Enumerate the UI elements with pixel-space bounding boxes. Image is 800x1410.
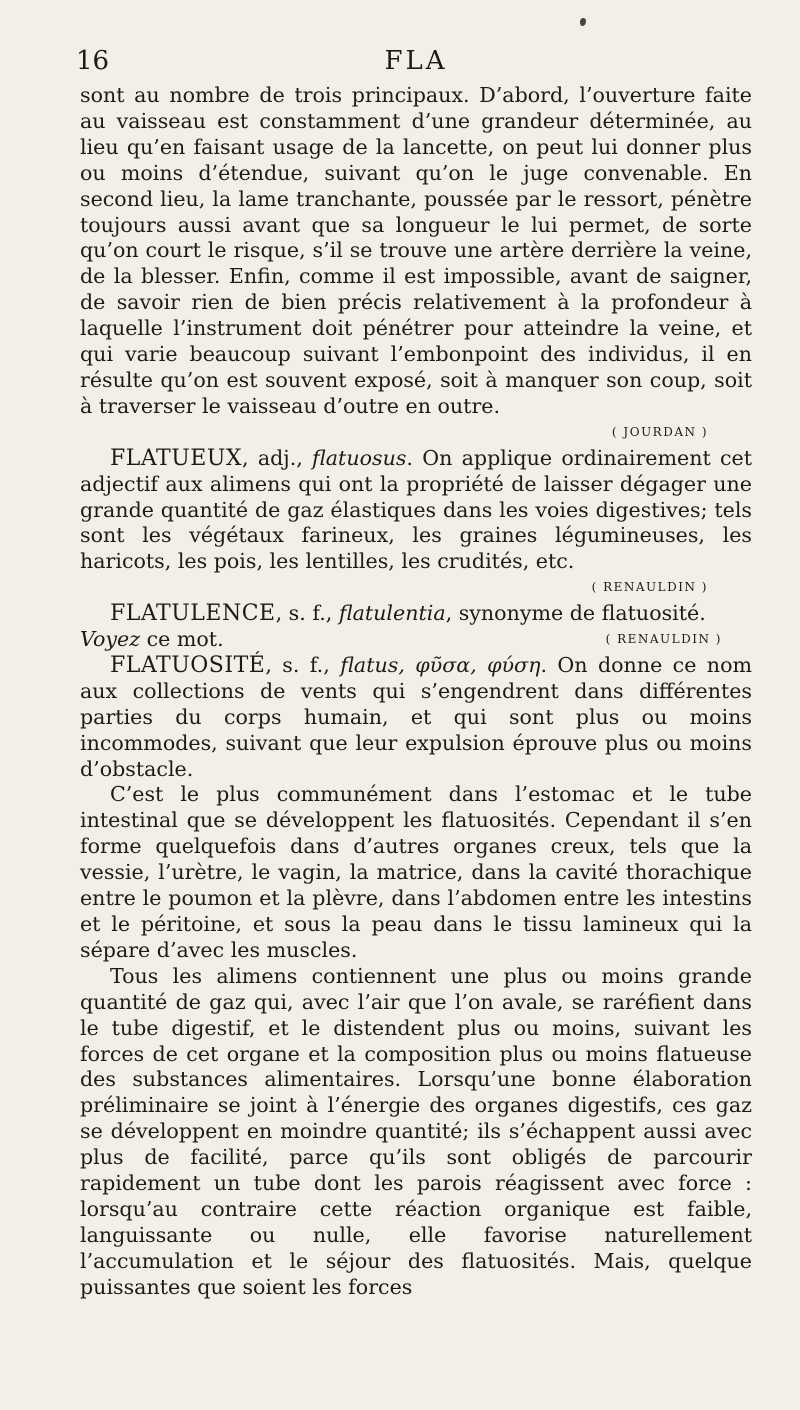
grammar-flatueux: , adj., (242, 445, 313, 470)
running-head: FLA (384, 46, 448, 76)
signature-jourdan: ( JOURDAN ) (611, 424, 708, 439)
entry-flatueux (80, 446, 752, 576)
voyez-word: Voyez (80, 627, 141, 652)
latin-flatuosite: flatus (340, 652, 399, 677)
definition-flatueux: . On applique ordinairement cet adjectif aux alimens qui ont la propriété de laisser dégager une grande quantité de gaz élastiques dans les voies digestives; tels sont les végétaux farineux, les graines légumineuses, les haricots, les pois, les lentilles, les crudités, etc. (80, 445, 752, 574)
paragraph-location: C’est le plus communément dans l’estomac et le tube intestinal que se développent les flatuosités. Cependant il s’en forme quelquefois dans d’autres organes creux, tels que la vessie, l’urètre, le vagin, la matrice, dans la cavité thorachique entre le poumon et la plèvre, dans l’abdomen entre les intestins et le péritoine, et sous la peau dans le tissu lamineux qui la sépare d’avec les muscles. (80, 782, 752, 962)
paragraph-alimens: Tous les alimens contiennent une plus ou moins grande quantité de gaz qui, avec l’air que l’on avale, se raréfient dans le tube digestif, et le distendent plus ou moins, suivant les forces de cet organe et la composition plus ou moins flatueuse des substances alimentaires. Lorsqu’une bonne élaboration préliminaire se joint à l’énergie des organes digestifs, ces gaz se développent en moindre quantité; ils s’échappent aussi avec plus de facilité, parce qu’ils sont obligés de parcourir rapidement un tube dont les parois réagissent avec force : lorsqu’au contraire cette réaction organique est faible, languissante ou nulle, elle favorise naturellement l’accumulation et le séjour des flatuosités. Mais, quelque puissantes que soient les forces (80, 963, 752, 1299)
flatulence-crossref (80, 627, 752, 653)
ink-speck (580, 18, 586, 26)
page-text (80, 83, 752, 1301)
greek-flatuosite: , φῦσα, φύση (398, 652, 541, 677)
grammar-flatulence: , s. f., (275, 601, 339, 626)
paragraph-continuation: sont au nombre de trois principaux. D’abord, l’ouverture faite au vaisseau est constamment d’une grandeur déterminée, au lieu qu’en faisant usage de la lancette, on peut lui donner plus ou moins d’étendue, suivant qu’on le juge convenable. En second lieu, la lame tranchante, poussée par le ressort, pénètre toujours aussi avant que sa longueur le lui permet, de sorte qu’on court le risque, s’il se trouve une artère derrière la veine, de la blesser. Enfin, comme il est impossible, avant de saigner, de savoir rien de bien précis relativement à la profondeur à laquelle l’instrument doit pénétrer pour atteindre la veine, et qui varie beaucoup suivant l’embonpoint des individus, il en résulte qu’on est souvent exposé, soit à manquer son coup, soit à traverser le vaisseau d’outre en outre. (80, 83, 752, 418)
headword-flatuosite: FLATUOSITÉ (110, 652, 266, 678)
latin-flatueux: flatuosus (312, 445, 407, 470)
headword-flatueux: FLATUEUX (110, 445, 243, 471)
voyez-rest: ce mot. (140, 627, 224, 652)
headword-flatulence: FLATULENCE (110, 601, 276, 627)
page-number: 16 (76, 46, 110, 76)
definition-flatulence: , synonyme de flatuosité. (445, 601, 706, 626)
entry-flatuosite (80, 653, 752, 783)
definition-flatuosite: . On donne ce nom aux collections de vents qui s’engendrent dans différentes parties du corps humain, et qui sont plus ou moins incommodes, suivant que leur expulsion éprouve plus ou moins d’obstacle. (80, 652, 752, 781)
page-header (76, 46, 756, 76)
signature-renauldin-1: ( RENAULDIN ) (591, 580, 708, 595)
entry-flatulence (80, 601, 752, 627)
grammar-flatuosite: , s. f., (265, 652, 341, 677)
latin-flatulence: flatulentia (338, 601, 446, 626)
signature-renauldin-2: ( RENAULDIN ) (605, 632, 722, 647)
